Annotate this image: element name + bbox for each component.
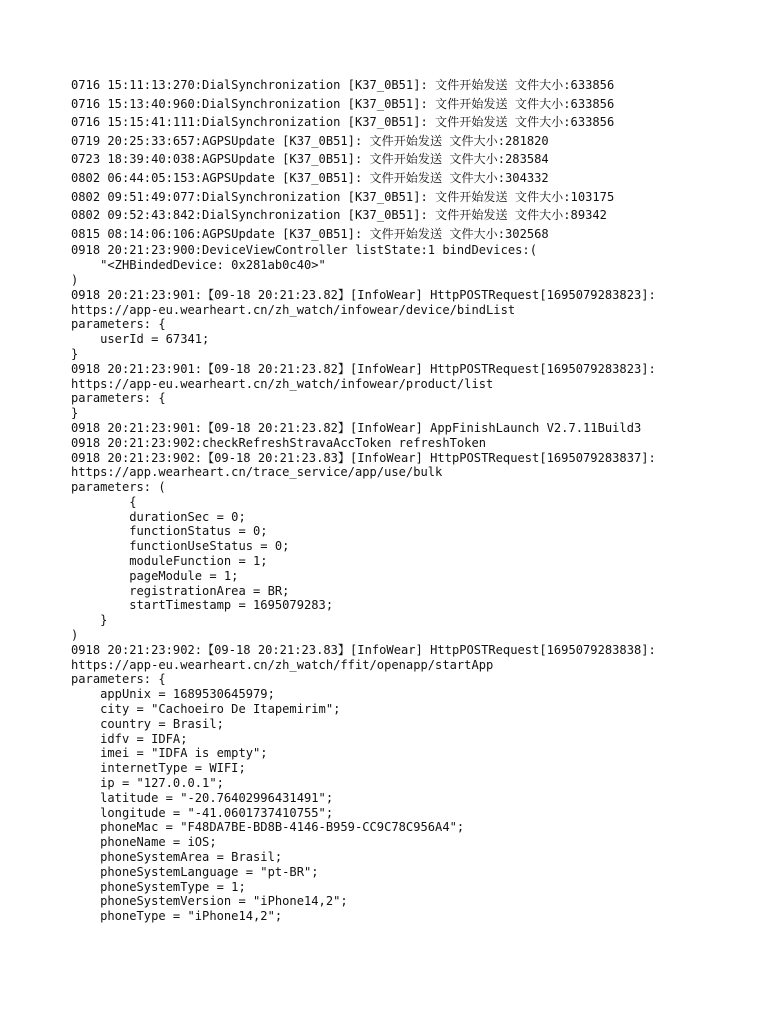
log-line: 0802 06:44:05:153:AGPSUpdate [K37_0B51]: 文件开始发送 文件大小:304332 <box>71 170 549 185</box>
log-line: phoneSystemArea = Brasil; <box>71 850 283 865</box>
log-line: https://app.wearheart.cn/trace_service/app/use/bulk <box>71 465 443 480</box>
log-line: 0918 20:21:23:902:【09-18 20:21:23.83】[InfoWear] HttpPOSTRequest[1695079283837]: <box>71 450 656 465</box>
log-line: 0719 20:25:33:657:AGPSUpdate [K37_0B51]: 文件开始发送 文件大小:281820 <box>71 133 549 148</box>
log-line: functionStatus = 0; <box>71 524 268 539</box>
log-line: 0716 15:11:13:270:DialSynchronization [K37_0B51]: 文件开始发送 文件大小:633856 <box>71 78 615 92</box>
log-line: https://app-eu.wearheart.cn/zh_watch/infowear/product/list <box>71 376 494 391</box>
log-line: { <box>71 494 137 509</box>
log-line: registrationArea = BR; <box>71 583 290 598</box>
log-line: ) <box>71 628 79 643</box>
log-line: phoneSystemLanguage = "pt-BR"; <box>71 864 319 879</box>
log-line: 0716 15:13:40:960:DialSynchronization [K37_0B51]: 文件开始发送 文件大小:633856 <box>71 96 615 111</box>
log-line: 0918 20:21:23:900:DeviceViewController listState:1 bindDevices:( <box>71 243 537 258</box>
log-line: appUnix = 1689530645979; <box>71 687 275 702</box>
log-line: 0723 18:39:40:038:AGPSUpdate [K37_0B51]: 文件开始发送 文件大小:283584 <box>71 152 549 167</box>
log-line: 0802 09:51:49:077:DialSynchronization [K37_0B51]: 文件开始发送 文件大小:103175 <box>71 189 615 204</box>
log-line: parameters: { <box>71 317 166 332</box>
log-line: userId = 67341; <box>71 332 210 347</box>
log-line: 0716 15:15:41:111:DialSynchronization [K37_0B51]: 文件开始发送 文件大小:633856 <box>71 115 615 130</box>
log-line: 0918 20:21:23:901:【09-18 20:21:23.82】[InfoWear] HttpPOSTRequest[1695079283823]: <box>71 361 656 376</box>
log-line: phoneType = "iPhone14,2"; <box>71 909 283 924</box>
log-line: idfv = IDFA; <box>71 731 188 746</box>
log-line: } <box>71 346 79 361</box>
log-line: phoneMac = "F48DA7BE-BD8B-4146-B959-CC9C78C956A4"; <box>71 820 465 835</box>
log-line: phoneSystemType = 1; <box>71 879 246 894</box>
log-line: ) <box>71 272 79 287</box>
log-line: parameters: { <box>71 391 166 406</box>
log-line: startTimestamp = 1695079283; <box>71 598 334 613</box>
log-line: city = "Cachoeiro De Itapemirim"; <box>71 702 341 717</box>
log-line: } <box>71 613 108 628</box>
log-line: ip = "127.0.0.1"; <box>71 776 224 791</box>
log-line: https://app-eu.wearheart.cn/zh_watch/ffit/openapp/startApp <box>71 657 494 672</box>
log-line: 0918 20:21:23:901:【09-18 20:21:23.82】[InfoWear] HttpPOSTRequest[1695079283823]: <box>71 287 656 302</box>
log-line: phoneSystemVersion = "iPhone14,2"; <box>71 894 348 909</box>
log-line: latitude = "-20.76402996431491"; <box>71 790 334 805</box>
log-line: 0918 20:21:23:901:【09-18 20:21:23.82】[InfoWear] AppFinishLaunch V2.7.11Build3 <box>71 420 642 435</box>
log-line: pageModule = 1; <box>71 568 239 583</box>
log-line: longitude = "-41.0601737410755"; <box>71 805 334 820</box>
log-line: 0802 09:52:43:842:DialSynchronization [K37_0B51]: 文件开始发送 文件大小:89342 <box>71 208 607 223</box>
log-line: durationSec = 0; <box>71 509 246 524</box>
log-line: parameters: { <box>71 672 166 687</box>
log-line: phoneName = iOS; <box>71 835 217 850</box>
log-line: moduleFunction = 1; <box>71 554 268 569</box>
log-line: 0918 20:21:23:902:【09-18 20:21:23.83】[InfoWear] HttpPOSTRequest[1695079283838]: <box>71 642 656 657</box>
log-line: country = Brasil; <box>71 716 224 731</box>
log-line: https://app-eu.wearheart.cn/zh_watch/infowear/device/bindList <box>71 302 516 317</box>
log-line: parameters: ( <box>71 480 166 495</box>
log-line: 0918 20:21:23:902:checkRefreshStravaAccToken refreshToken <box>71 435 487 450</box>
log-text-block <box>71 76 761 924</box>
log-line: internetType = WIFI; <box>71 761 246 776</box>
log-line: } <box>71 406 79 421</box>
log-line: 0815 08:14:06:106:AGPSUpdate [K37_0B51]: 文件开始发送 文件大小:302568 <box>71 226 549 241</box>
log-line: imei = "IDFA is empty"; <box>71 746 268 761</box>
log-line: "<ZHBindedDevice: 0x281ab0c40>" <box>71 258 326 273</box>
log-line: functionUseStatus = 0; <box>71 539 290 554</box>
